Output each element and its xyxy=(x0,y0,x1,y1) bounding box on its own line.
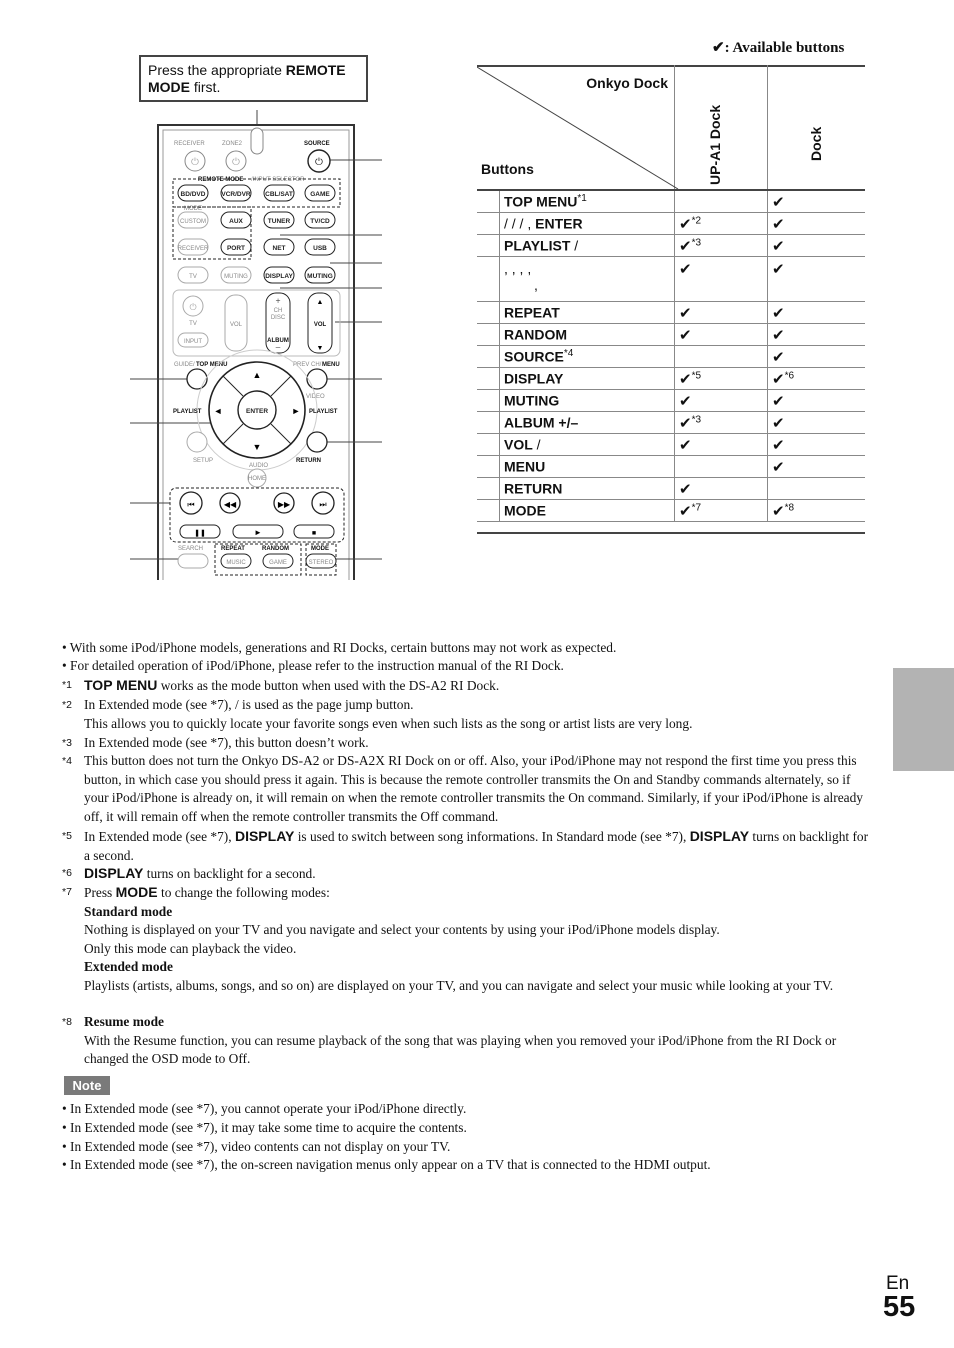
receiver-label: RECEIVER xyxy=(174,141,205,147)
check-footnote-ref: *3 xyxy=(691,236,702,248)
check-icon: ✔ xyxy=(772,348,785,366)
up-a1-dock-cell xyxy=(675,190,768,213)
up-a1-dock-cell xyxy=(675,213,768,235)
table-row xyxy=(477,500,865,522)
svg-text:TV: TV xyxy=(189,274,197,280)
button-name: RANDOM xyxy=(504,326,567,343)
button-footnote-ref: *4 xyxy=(563,348,574,360)
svg-text:MODE: MODE xyxy=(184,206,202,212)
dock-cell xyxy=(768,235,866,257)
callout-text-end: first. xyxy=(190,79,221,95)
up-a1-dock-cell xyxy=(675,500,768,522)
svg-text:ALBUM: ALBUM xyxy=(267,338,289,344)
source-label: SOURCE xyxy=(304,141,330,147)
button-name-cell xyxy=(500,213,675,235)
svg-text:GUIDE/: GUIDE/ xyxy=(174,362,195,368)
row-number-cell xyxy=(477,346,500,368)
footnote-bold: MODE xyxy=(115,884,158,900)
footnote-6 xyxy=(84,864,874,884)
button-name-prefix: / / / , xyxy=(504,215,536,232)
check-icon: ✔ xyxy=(772,502,785,520)
table-row xyxy=(477,368,865,390)
svg-text:ENTER: ENTER xyxy=(245,408,269,415)
note-text: In Extended mode (see *7), it may take some time to acquire the contents. xyxy=(70,1120,467,1135)
resume-mode-title: Resume mode xyxy=(84,1014,164,1029)
footnote-mark: *5 xyxy=(62,830,72,842)
svg-text:❚❚: ❚❚ xyxy=(194,529,206,537)
footnote-text: turns on backlight for a second. xyxy=(143,866,316,881)
button-name-suffix: / xyxy=(532,436,541,453)
footnote-text: is used to switch between song informations. In Standard mode (see *7), xyxy=(294,829,690,844)
check-icon: ✔ xyxy=(772,261,785,278)
header-buttons: Buttons xyxy=(481,161,534,177)
row-number-cell xyxy=(477,390,500,412)
dock-cell xyxy=(768,434,866,456)
button-name: MODE xyxy=(504,502,546,519)
svg-text:⏭: ⏭ xyxy=(319,500,327,509)
up-a1-dock-cell xyxy=(675,390,768,412)
check-footnote-ref: *5 xyxy=(691,369,702,381)
note-text: In Extended mode (see *7), video contents can not display on your TV. xyxy=(70,1139,451,1154)
note-item: • In Extended mode (see *7), the on-screen navigation menus only appear on a TV that is connected to the HDMI output. xyxy=(62,1157,711,1172)
callout-bold-text: REMOTE MODE xyxy=(148,62,346,95)
button-name-cell xyxy=(500,390,675,412)
svg-text:◄: ◄ xyxy=(213,406,223,416)
button-name: REPEAT xyxy=(504,304,560,321)
note-text: In Extended mode (see *7), the on-screen navigation menus only appear on a TV that is connected to the HDMI output. xyxy=(70,1157,711,1172)
svg-text:MENU: MENU xyxy=(322,362,340,368)
check-footnote-ref: *8 xyxy=(784,501,795,513)
up-a1-dock-cell xyxy=(675,434,768,456)
footnote-text: works as the mode button when used with the DS-A2 RI Dock. xyxy=(157,678,500,693)
table-row xyxy=(477,324,865,346)
svg-text:–: – xyxy=(275,342,281,352)
svg-text:REPEAT: REPEAT xyxy=(221,546,245,552)
button-name-cell xyxy=(500,257,675,302)
check-icon: ✔ xyxy=(772,436,785,454)
svg-text:TV/CD: TV/CD xyxy=(310,218,330,225)
up-a1-dock-cell xyxy=(675,368,768,390)
footnote-3: In Extended mode (see *7), this button doesn’t work. xyxy=(84,735,369,750)
diagonal-header-cell xyxy=(477,65,675,190)
check-icon: ✔ xyxy=(772,304,785,322)
footnote-bold: DISPLAY xyxy=(84,865,144,881)
footnote-text: Press xyxy=(84,885,116,900)
footnote-mark: *2 xyxy=(62,699,72,711)
svg-text:STEREO: STEREO xyxy=(308,560,334,566)
dock-cell xyxy=(768,368,866,390)
svg-text:GAME: GAME xyxy=(310,191,330,198)
bullet-item: • With some iPod/iPhone models, generations and RI Docks, certain buttons may not work as expected. xyxy=(62,640,617,655)
bullet-item: • For detailed operation of iPod/iPhone, please refer to the instruction manual of the RI Dock. xyxy=(62,658,564,673)
dock-cell xyxy=(768,500,866,522)
standard-mode-title: Standard mode xyxy=(84,903,173,919)
svg-text:SETUP: SETUP xyxy=(193,458,214,464)
footnote-bold: DISPLAY xyxy=(234,828,295,844)
check-icon: ✔ xyxy=(712,40,725,56)
check-icon: ✔ xyxy=(772,414,785,432)
svg-text:CUSTOM: CUSTOM xyxy=(180,219,206,225)
footnote-5 xyxy=(84,827,874,865)
svg-text:▲: ▲ xyxy=(316,298,324,306)
dock-cell xyxy=(768,456,866,478)
table-header-row xyxy=(477,65,865,190)
up-a1-dock-cell xyxy=(675,324,768,346)
svg-text:⏮: ⏮ xyxy=(187,500,195,509)
svg-text:PREV CH/: PREV CH/ xyxy=(293,362,322,368)
check-footnote-ref: *7 xyxy=(691,501,702,513)
dock-cell xyxy=(768,346,866,368)
svg-text:CH: CH xyxy=(273,308,283,314)
up-a1-dock-cell xyxy=(675,478,768,500)
svg-text:GAME: GAME xyxy=(269,560,287,566)
svg-text:▼: ▼ xyxy=(252,442,262,452)
check-icon: ✔ xyxy=(679,392,692,410)
svg-text:VOL: VOL xyxy=(229,322,243,328)
remote-mode-label: REMOTE MODE xyxy=(198,177,244,183)
button-name-cell xyxy=(500,500,675,522)
check-icon: ✔ xyxy=(679,480,692,498)
dock-cell xyxy=(768,190,866,213)
button-name-cell xyxy=(500,478,675,500)
svg-text:MODE: MODE xyxy=(311,546,329,552)
table-row xyxy=(477,412,865,434)
bullet-text: With some iPod/iPhone models, generations and RI Docks, certain buttons may not work as expected. xyxy=(69,640,617,655)
check-icon: ✔ xyxy=(679,215,692,233)
svg-text:DISPLAY: DISPLAY xyxy=(265,273,293,280)
svg-text:+: + xyxy=(275,296,281,306)
check-icon: ✔ xyxy=(679,502,692,520)
remote-mode-callout xyxy=(139,55,368,102)
check-icon: ✔ xyxy=(772,370,785,388)
up-a1-dock-cell xyxy=(675,346,768,368)
svg-text:USB: USB xyxy=(313,245,327,252)
svg-text:MUTING: MUTING xyxy=(224,274,248,280)
check-icon: ✔ xyxy=(772,458,785,476)
callout-text: Press the appropriate xyxy=(148,62,286,78)
row-number-cell xyxy=(477,368,500,390)
zone2-label: ZONE2 xyxy=(222,141,243,147)
svg-text:HOME: HOME xyxy=(248,476,266,482)
footnote-mark: *4 xyxy=(62,755,72,767)
button-name: SOURCE xyxy=(504,348,564,365)
button-name: PLAYLIST xyxy=(504,237,571,254)
check-icon: ✔ xyxy=(679,326,692,344)
button-footnote-ref: *1 xyxy=(577,193,587,205)
svg-text:⏻: ⏻ xyxy=(232,157,240,168)
svg-text:►: ► xyxy=(291,406,301,416)
footnote-8 xyxy=(84,1013,874,1069)
header-col2-text: Dock xyxy=(808,126,824,161)
button-name: DISPLAY xyxy=(504,370,564,387)
svg-text:MUTING: MUTING xyxy=(307,273,333,280)
svg-text:VCR/DVR: VCR/DVR xyxy=(221,191,251,198)
svg-text:DISC: DISC xyxy=(270,315,286,321)
svg-text:PLAYLIST: PLAYLIST xyxy=(309,409,338,415)
check-footnote-ref: *6 xyxy=(784,369,795,381)
dock-cell xyxy=(768,390,866,412)
dock-cell xyxy=(768,302,866,324)
legend-text: : Available buttons xyxy=(724,40,845,56)
table-row xyxy=(477,213,865,235)
footnote-mark: *8 xyxy=(62,1016,72,1028)
check-icon: ✔ xyxy=(772,237,785,255)
button-name-cell xyxy=(500,302,675,324)
svg-text:⏻: ⏻ xyxy=(315,157,323,168)
button-name-cell xyxy=(500,324,675,346)
svg-text:INPUT: INPUT xyxy=(184,339,202,345)
note-text: In Extended mode (see *7), you cannot operate your iPod/iPhone directly. xyxy=(70,1101,467,1116)
check-icon: ✔ xyxy=(679,237,692,255)
table-row xyxy=(477,456,865,478)
page-number: 55 xyxy=(883,1291,916,1323)
footnote-text: Playlists (artists, albums, songs, and so on) are displayed on your TV, and you can navigate and select your music while looking at your TV. xyxy=(84,977,834,993)
table-row xyxy=(477,390,865,412)
up-a1-dock-cell xyxy=(675,412,768,434)
button-name-cell xyxy=(500,346,675,368)
note-badge: Note xyxy=(64,1076,110,1095)
dock-cell xyxy=(768,213,866,235)
svg-text:BD/DVD: BD/DVD xyxy=(180,191,206,198)
remote-controller-illustration xyxy=(130,110,384,580)
row-number-cell xyxy=(477,190,500,213)
row-number-cell xyxy=(477,257,500,302)
svg-text:⏻: ⏻ xyxy=(191,157,199,168)
svg-text:▼: ▼ xyxy=(316,344,324,352)
available-buttons-legend xyxy=(712,38,844,57)
table-row xyxy=(477,346,865,368)
check-icon: ✔ xyxy=(679,436,692,454)
svg-text:RETURN: RETURN xyxy=(296,458,321,464)
footnote-text: to change the following modes: xyxy=(157,885,330,900)
svg-text:NET: NET xyxy=(272,245,286,252)
button-name: TOP MENU xyxy=(504,193,578,210)
row-number-cell xyxy=(477,434,500,456)
button-name: ALBUM +/– xyxy=(504,414,579,431)
button-name-cell xyxy=(500,412,675,434)
footnote-text: In Extended mode (see *7), xyxy=(84,829,235,844)
row-number-cell xyxy=(477,456,500,478)
svg-text:PLAYLIST: PLAYLIST xyxy=(173,409,202,415)
note-item: • In Extended mode (see *7), it may take some time to acquire the contents. xyxy=(62,1120,467,1135)
footnote-bold: TOP MENU xyxy=(84,677,158,693)
up-a1-dock-cell xyxy=(675,456,768,478)
footnote-text: turns on backlight for a second. xyxy=(84,829,869,863)
dock-cell xyxy=(768,257,866,302)
note-item: • In Extended mode (see *7), you cannot operate your iPod/iPhone directly. xyxy=(62,1101,467,1116)
note-item: • In Extended mode (see *7), video contents can not display on your TV. xyxy=(62,1139,451,1154)
button-name-suffix: / xyxy=(570,237,579,254)
button-name: VOL xyxy=(504,436,533,453)
footnote-mark: *3 xyxy=(62,737,72,749)
footnote-mark: *6 xyxy=(62,867,72,879)
up-a1-dock-cell xyxy=(675,257,768,302)
extended-mode-title: Extended mode xyxy=(84,959,173,974)
svg-text:AUX: AUX xyxy=(229,218,243,225)
footnote-mark: *7 xyxy=(62,886,72,898)
svg-text:TOP MENU: TOP MENU xyxy=(196,362,228,368)
svg-text:TUNER: TUNER xyxy=(267,218,291,225)
input-selector-label: /INPUT SELECTOR xyxy=(251,177,305,183)
check-icon: ✔ xyxy=(679,414,692,432)
check-icon: ✔ xyxy=(679,261,692,278)
svg-text:TV: TV xyxy=(189,321,197,327)
footnote-text: In Extended mode (see *7), / is used as the page jump button. xyxy=(84,697,414,712)
table-row xyxy=(477,190,865,213)
row-number-cell xyxy=(477,478,500,500)
check-icon: ✔ xyxy=(772,326,785,344)
svg-text:VIDEO: VIDEO xyxy=(306,394,325,400)
footnote-bold: DISPLAY xyxy=(689,828,750,844)
row-number-cell xyxy=(477,500,500,522)
section-side-tab xyxy=(893,668,954,771)
svg-text:◀◀: ◀◀ xyxy=(223,500,237,509)
button-name: MUTING xyxy=(504,392,560,409)
header-dock xyxy=(768,65,866,190)
svg-text:▲: ▲ xyxy=(252,370,262,380)
button-name-suffix: , xyxy=(534,276,538,293)
footnote-7 xyxy=(84,883,874,995)
svg-text:RECEIVER: RECEIVER xyxy=(177,246,209,252)
up-a1-dock-cell xyxy=(675,235,768,257)
button-name: RETURN xyxy=(504,480,563,497)
button-name-prefix: , , , , xyxy=(504,260,532,277)
svg-text:RANDOM: RANDOM xyxy=(262,546,289,552)
button-name-cell xyxy=(500,434,675,456)
svg-text:CBL/SAT: CBL/SAT xyxy=(265,191,293,198)
check-icon: ✔ xyxy=(772,215,785,233)
header-onkyo-dock: Onkyo Dock xyxy=(586,75,668,91)
table-row xyxy=(477,478,865,500)
footnote-text: With the Resume function, you can resume playback of the song that was playing when you removed your iPod/iPhone from the RI Dock or changed the OSD mode to Off. xyxy=(84,1032,837,1066)
footnote-1 xyxy=(84,676,874,696)
bullet-text: For detailed operation of iPod/iPhone, please refer to the instruction manual of the RI Dock. xyxy=(70,658,564,673)
language-label: En xyxy=(886,1273,910,1294)
header-up-a1-dock xyxy=(675,65,768,190)
check-icon: ✔ xyxy=(772,193,785,211)
table-row xyxy=(477,302,865,324)
footnote-2 xyxy=(84,696,874,733)
button-name-cell xyxy=(500,235,675,257)
dock-cell xyxy=(768,478,866,500)
button-name-cell xyxy=(500,190,675,213)
svg-text:MUSIC: MUSIC xyxy=(226,560,246,566)
button-name-cell xyxy=(500,368,675,390)
check-footnote-ref: *2 xyxy=(691,214,702,226)
check-icon: ✔ xyxy=(679,370,692,388)
table-row xyxy=(477,257,865,302)
table-row xyxy=(477,434,865,456)
available-buttons-table xyxy=(477,65,865,522)
dock-cell xyxy=(768,324,866,346)
footnote-mark: *1 xyxy=(62,679,72,691)
up-a1-dock-cell xyxy=(675,302,768,324)
check-footnote-ref: *3 xyxy=(691,413,702,425)
svg-text:⏻: ⏻ xyxy=(189,302,197,312)
table-bottom-rule xyxy=(477,532,865,534)
svg-text:►: ► xyxy=(254,528,262,537)
footnote-text: Nothing is displayed on your TV and you navigate and select your contents by using your iPod/iPhone models display. xyxy=(84,922,720,937)
row-number-cell xyxy=(477,213,500,235)
svg-text:■: ■ xyxy=(311,529,317,537)
row-number-cell xyxy=(477,302,500,324)
svg-text:VOL: VOL xyxy=(313,322,327,328)
footnote-4: This button does not turn the Onkyo DS-A2 or DS-A2X RI Dock on or off. Also, your iPod/iPhone may not respond the first time you press this button, in which case you should press it again. This is because the remote controller transmits the On and Standby commands alternately, so if your iPod/iPhone is already on, it will remain on when the remote controller transmits the On command. Similarly, if your iPod/iPhone is already off, it will remain off when the remote controller transmits the Off command. xyxy=(84,753,863,824)
check-icon: ✔ xyxy=(772,392,785,410)
dock-cell xyxy=(768,412,866,434)
row-number-cell xyxy=(477,235,500,257)
button-name-cell xyxy=(500,456,675,478)
button-name: MENU xyxy=(504,458,546,475)
svg-text:SEARCH: SEARCH xyxy=(178,546,204,552)
header-col1-text: UP-A1 Dock xyxy=(707,104,723,185)
svg-text:PORT: PORT xyxy=(226,245,246,252)
footnote-text: Only this mode can playback the video. xyxy=(84,940,297,956)
table-row xyxy=(477,235,865,257)
check-icon: ✔ xyxy=(679,304,692,322)
footnote-text: This allows you to quickly locate your favorite songs even when such lists as the song or artist lists are very long. xyxy=(84,715,693,731)
svg-text:▶▶: ▶▶ xyxy=(277,500,291,509)
svg-text:AUDIO: AUDIO xyxy=(249,463,269,469)
button-name: ENTER xyxy=(535,215,583,232)
row-number-cell xyxy=(477,324,500,346)
row-number-cell xyxy=(477,412,500,434)
